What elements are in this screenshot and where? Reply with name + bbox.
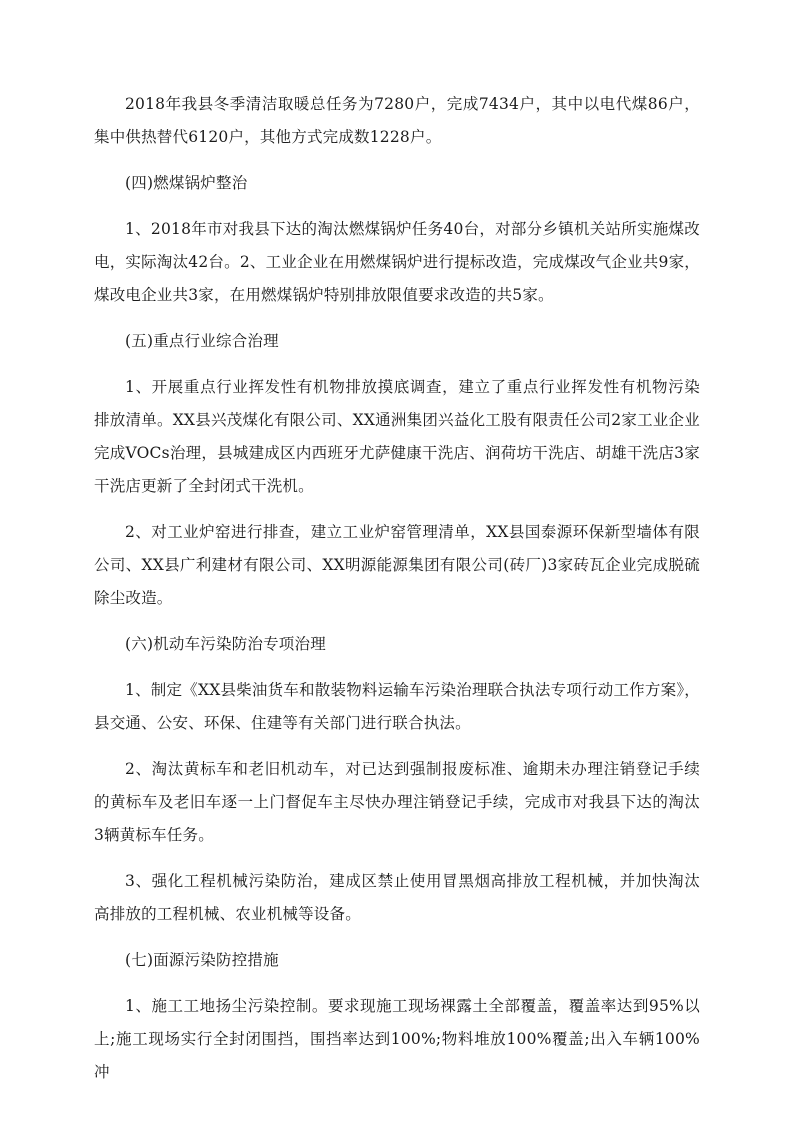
paragraph-dust-control: 1、施工工地扬尘污染控制。要求现施工现场裸露土全部覆盖，覆盖率达到95%以上;施工现场实行全封闭围挡，围挡率达到100%;物料堆放100%覆盖;出入车辆100%冲 bbox=[94, 997, 700, 1081]
paragraph-yellow-label: 2、淘汰黄标车和老旧机动车，对已达到强制报废标准、逾期未办理注销登记手续的黄标车及老旧车逐一上门督促车主尽快办理注销登记手续，完成市对我县下达的淘汰3辆黄标车任务。 bbox=[94, 760, 700, 844]
paragraph-coal-boiler: 1、2018年市对我县下达的淘汰燃煤锅炉任务40台，对部分乡镇机关站所实施煤改电，实际淘汰42台。2、工业企业在用燃煤锅炉进行提标改造，完成煤改气企业共9家，煤改电企业共3家，在用燃煤锅炉特别排放限值要求改造的共5家。 bbox=[94, 220, 700, 304]
section-heading-surface-source: (七)面源污染防控措施 bbox=[125, 951, 279, 969]
section-heading-coal-boiler: (四)燃煤锅炉整治 bbox=[125, 174, 248, 192]
paragraph-heating-task: 2018年我县冬季清洁取暖总任务为7280户，完成7434户，其中以电代煤86户，集中供热替代6120户，其他方式完成数1228户。 bbox=[94, 95, 700, 146]
paragraph-kiln: 2、对工业炉窑进行排查，建立工业炉窑管理清单，XX县国泰源环保新型墙体有限公司、XX县广利建材有限公司、XX明源能源集团有限公司(砖厂)3家砖瓦企业完成脱硫除尘改造。 bbox=[94, 523, 700, 607]
document-page bbox=[94, 88, 700, 1102]
paragraph-machinery: 3、强化工程机械污染防治，建成区禁止使用冒黑烟高排放工程机械，并加快淘汰高排放的工程机械、农业机械等设备。 bbox=[94, 872, 700, 923]
paragraph-vocs: 1、开展重点行业挥发性有机物排放摸底调查，建立了重点行业挥发性有机物污染排放清单。XX县兴茂煤化有限公司、XX通洲集团兴益化工股有限责任公司2家工业企业完成VOCs治理，县城建成区内西班牙尤萨健康干洗店、润荷坊干洗店、胡雄干洗店3家干洗店更新了全封闭式干洗机。 bbox=[94, 378, 700, 495]
section-heading-vehicle: (六)机动车污染防治专项治理 bbox=[125, 635, 326, 653]
paragraph-vehicle-plan: 1、制定《XX县柴油货车和散装物料运输车污染治理联合执法专项行动工作方案》，县交通、公安、环保、住建等有关部门进行联合执法。 bbox=[94, 681, 700, 732]
section-heading-key-industry: (五)重点行业综合治理 bbox=[125, 332, 279, 350]
